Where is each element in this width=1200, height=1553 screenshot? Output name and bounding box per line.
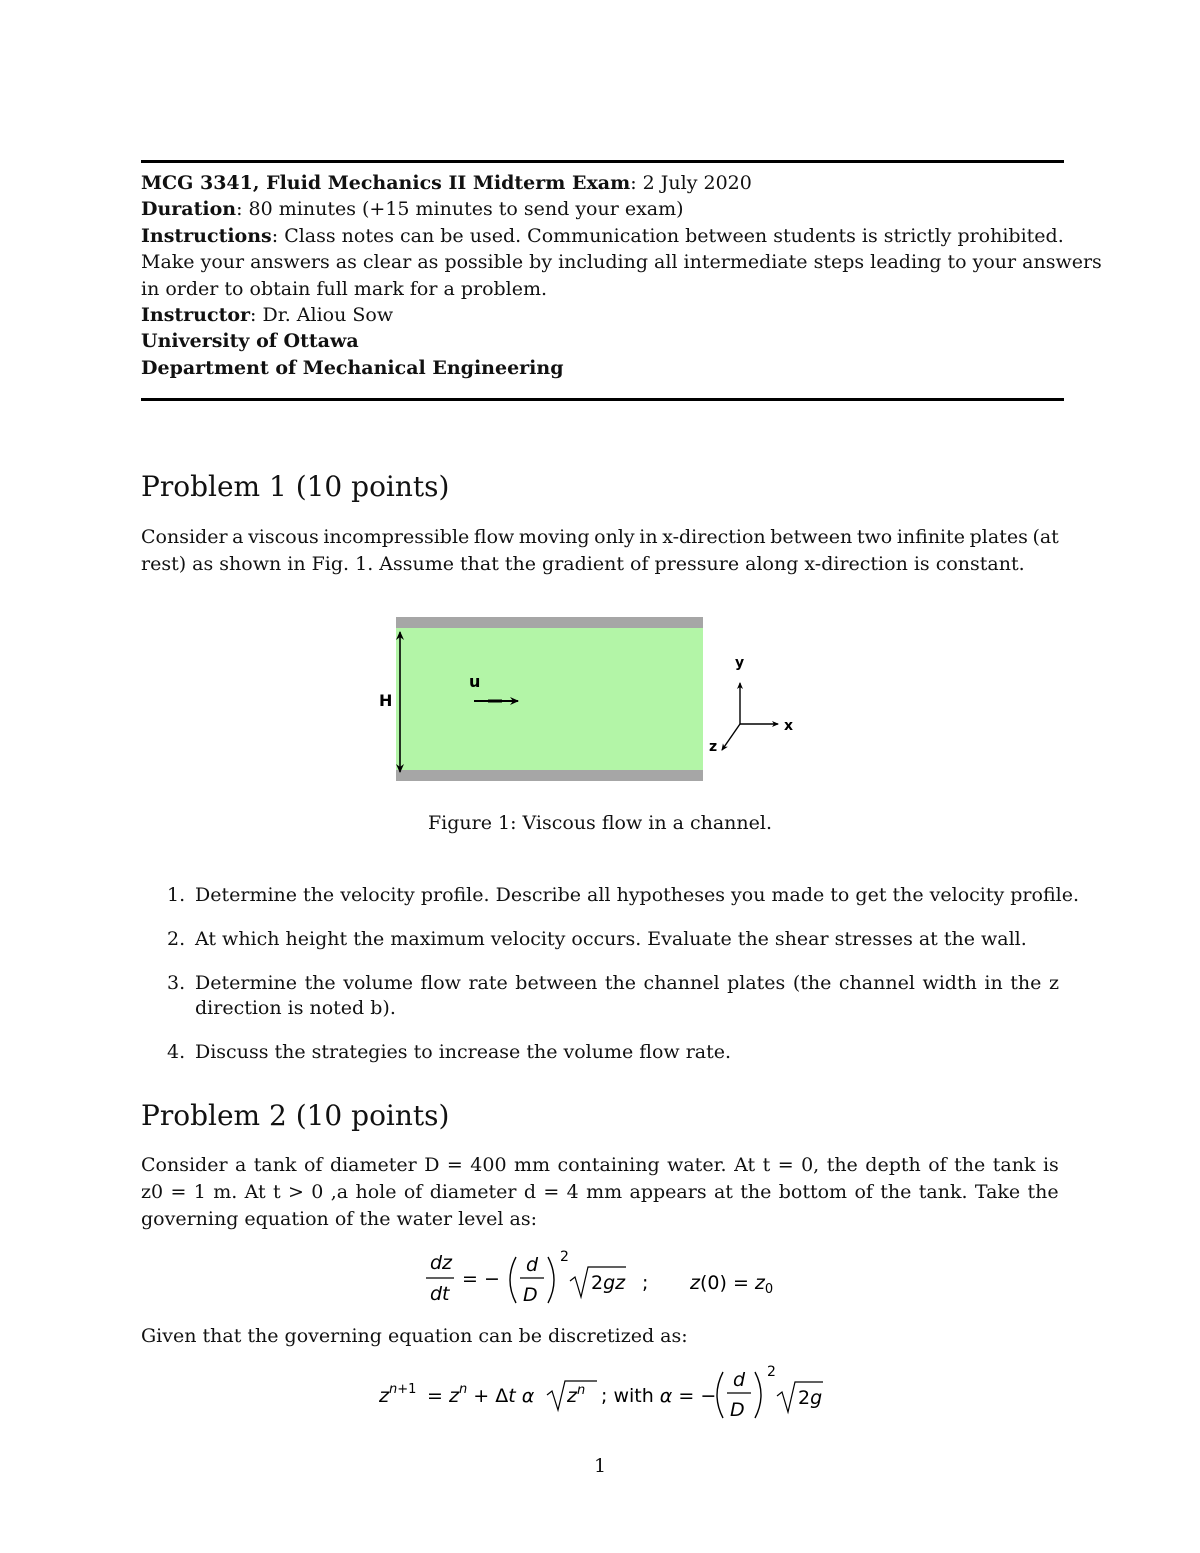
exam-title: MCG 3341, Fluid Mechanics II Midterm Exam	[141, 172, 631, 194]
word: 0	[311, 1181, 324, 1203]
word: at	[713, 1181, 733, 1203]
svg-text:dz: dz	[430, 1252, 453, 1274]
page-number: 1	[593, 1455, 607, 1477]
question-1-number: 1.	[167, 884, 186, 906]
svg-text:; with α = −: ; with α = −	[601, 1385, 717, 1407]
word: volume	[343, 972, 413, 994]
word: of	[854, 1181, 873, 1203]
svg-text:= zn + Δt α: = $z^n + \Delta t$ α	[427, 1382, 535, 1407]
word: channel	[643, 972, 720, 994]
word: of	[403, 1181, 423, 1203]
word: >	[288, 1181, 304, 1203]
word: =	[777, 1154, 794, 1176]
word: plates	[727, 972, 786, 994]
word: the	[304, 972, 336, 994]
svg-text:2: 2	[767, 1364, 776, 1380]
svg-text:2gz: 2gz	[591, 1272, 626, 1294]
word: tank	[992, 1154, 1036, 1176]
word: infinite	[896, 526, 966, 548]
word: the	[826, 1154, 858, 1176]
word: t	[273, 1181, 281, 1203]
word: Consider	[141, 526, 228, 548]
word: diameter	[329, 1154, 417, 1176]
bottom-plate	[396, 770, 703, 781]
word: plates	[969, 526, 1028, 548]
problem-2-line-1	[141, 1152, 1059, 1179]
word: Consider	[141, 1154, 228, 1176]
word: incompressible	[323, 526, 470, 548]
word: a	[232, 526, 244, 548]
word: 400	[470, 1154, 507, 1176]
word: a	[235, 1154, 247, 1176]
word: 1	[193, 1181, 206, 1203]
question-2-number: 2.	[167, 928, 186, 950]
word: only	[594, 526, 635, 548]
word: hole	[355, 1181, 397, 1203]
height-label: H	[379, 691, 393, 710]
discretized-equation	[375, 1360, 835, 1430]
word: flow	[420, 972, 461, 994]
svg-text:= −: = −	[462, 1268, 500, 1290]
problem-2-line-2	[141, 1179, 1059, 1206]
word: 4	[566, 1181, 579, 1203]
word: (at	[1032, 526, 1059, 548]
word: in	[639, 526, 658, 548]
word: ,a	[330, 1181, 349, 1203]
word: z	[1048, 972, 1059, 994]
y-axis-label: y	[735, 655, 745, 671]
university-name: University of Ottawa	[141, 330, 359, 353]
channel-fluid	[396, 627, 703, 770]
word: Determine	[195, 972, 298, 994]
instructions-line-2: Make your answers as clear as possible by including all intermediate steps leading to your answers	[141, 251, 1102, 274]
svg-text:d: d	[526, 1254, 539, 1276]
question-4-text: Discuss the strategies to increase the volume flow rate.	[195, 1041, 732, 1063]
instructor-label: Instructor	[141, 303, 251, 326]
word: bottom	[778, 1181, 848, 1203]
word: channel	[838, 972, 915, 994]
svg-text:zn: $z^n$	[567, 1383, 586, 1407]
question-4-number: 4.	[167, 1041, 186, 1063]
word: the	[954, 1154, 986, 1176]
word: between	[770, 526, 853, 548]
word: mm	[586, 1181, 623, 1203]
svg-text:zn+1: $z^n+1$	[379, 1382, 417, 1407]
svg-text:2: 2	[560, 1249, 569, 1265]
word: x-direction	[662, 526, 766, 548]
instructions-label: Instructions	[141, 224, 272, 247]
department-name: Department of Mechanical Engineering	[141, 356, 564, 379]
word: mm	[514, 1154, 551, 1176]
word: t	[762, 1154, 771, 1176]
duration-value: : 80 minutes (+15 minutes to send your exam)	[236, 198, 684, 221]
instructions-value: : Class notes can be used. Communication between students is strictly prohibited.	[271, 224, 1064, 247]
x-axis-label: x	[784, 718, 794, 734]
instructor-value: : Dr. Aliou Sow	[250, 303, 394, 326]
problem-2-line-4-wrap	[141, 1323, 1059, 1350]
problem-2-line-4: Given that the governing equation can be discretized as:	[141, 1325, 688, 1347]
word: =	[446, 1154, 463, 1176]
word: viscous	[248, 526, 319, 548]
word: tank	[253, 1154, 297, 1176]
word: (the	[792, 972, 832, 994]
svg-text:d: d	[733, 1369, 746, 1391]
duration-label: Duration	[141, 198, 237, 221]
question-3-text-line-1	[195, 971, 1059, 996]
problem-1-intro-line-2: rest) as shown in Fig. 1. Assume that the gradient of pressure along x-direction is constant.	[141, 553, 1025, 575]
problem-2-intro	[141, 1152, 1059, 1233]
word: d	[523, 1181, 537, 1203]
word: 0,	[801, 1154, 820, 1176]
word: m.	[213, 1181, 238, 1203]
problem-2-line-3: governing equation of the water level as:	[141, 1208, 537, 1230]
governing-equation	[420, 1245, 800, 1315]
svg-text:z(0) = z0: $z(0) = z_0$	[690, 1272, 774, 1297]
z-axis-label: z	[709, 739, 718, 755]
word: the	[880, 1181, 912, 1203]
word: At	[244, 1181, 266, 1203]
svg-text:2g: 2g	[798, 1387, 823, 1409]
svg-text:D: D	[730, 1399, 745, 1421]
word: z0	[141, 1181, 164, 1203]
word: diameter	[429, 1181, 517, 1203]
word: D	[424, 1154, 440, 1176]
word: flow	[473, 526, 515, 548]
word: rate	[468, 972, 508, 994]
word: =	[170, 1181, 187, 1203]
problem-2-title: Problem 2 (10 points)	[141, 1099, 450, 1132]
word: of	[303, 1154, 323, 1176]
word: moving	[518, 526, 590, 548]
word: the	[1010, 972, 1042, 994]
question-1-text: Determine the velocity profile. Describe all hypotheses you made to get the velocity profile.	[195, 884, 1079, 906]
question-3-text-line-2: direction is noted b).	[195, 997, 396, 1019]
question-3-number: 3.	[167, 972, 186, 994]
word: two	[856, 526, 893, 548]
word: =	[543, 1181, 560, 1203]
word: in	[984, 972, 1003, 994]
word: is	[1042, 1154, 1059, 1176]
word: Take	[974, 1181, 1021, 1203]
problem-1-title: Problem 1 (10 points)	[141, 470, 450, 503]
exam-date: : 2 July 2020	[630, 172, 752, 194]
top-plate	[396, 617, 703, 628]
word: depth	[865, 1154, 921, 1176]
word: appears	[629, 1181, 707, 1203]
svg-text:D: D	[523, 1284, 538, 1306]
word: the	[604, 972, 636, 994]
word: At	[734, 1154, 756, 1176]
word: water.	[667, 1154, 727, 1176]
velocity-label: u	[469, 672, 481, 691]
figure-1-caption: Figure 1: Viscous flow in a channel.	[427, 812, 773, 834]
word: the	[740, 1181, 772, 1203]
instructions-line-3: in order to obtain full mark for a problem.	[141, 277, 548, 300]
word: between	[515, 972, 598, 994]
word: tank.	[918, 1181, 968, 1203]
word: containing	[557, 1154, 660, 1176]
z-axis-arrow	[722, 724, 740, 750]
word: of	[928, 1154, 947, 1176]
word: the	[1027, 1181, 1059, 1203]
question-2-text: At which height the maximum velocity occurs. Evaluate the shear stresses at the wall.	[195, 928, 1027, 950]
word: width	[922, 972, 977, 994]
svg-text:;: ;	[642, 1272, 649, 1294]
svg-text:dt: dt	[430, 1283, 450, 1305]
